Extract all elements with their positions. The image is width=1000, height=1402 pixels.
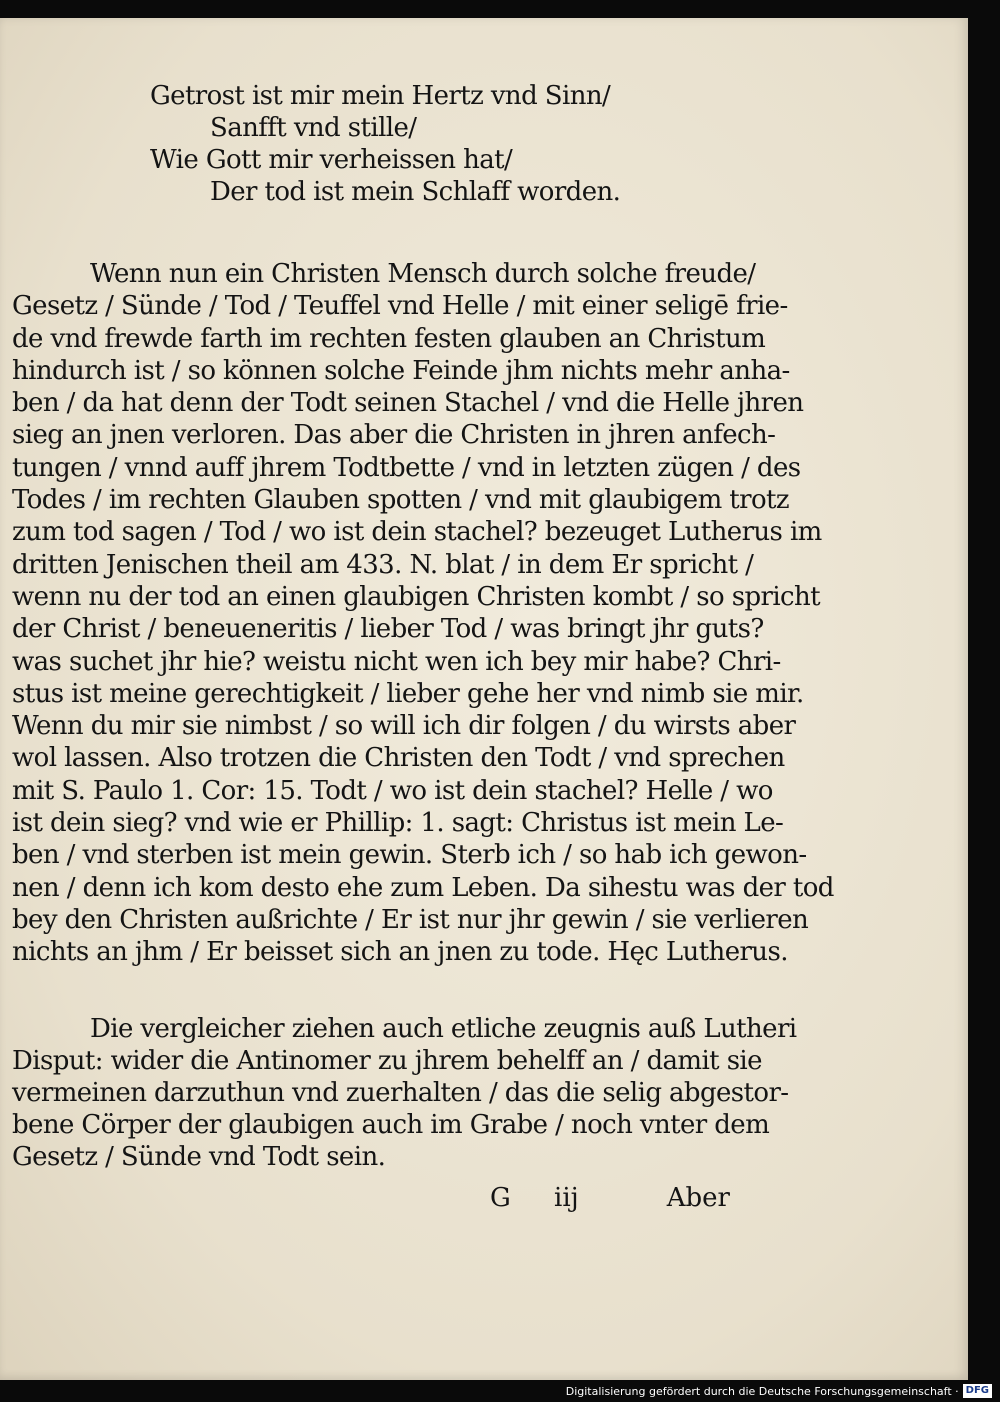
poem-line: Sanfft vnd stille/ xyxy=(210,113,417,143)
text-line: ben / da hat denn der Todt seinen Stachel / vnd die Helle jhren xyxy=(12,388,804,419)
text-line: Wenn nun ein Christen Mensch durch solche freude/ xyxy=(90,259,756,289)
text-line: tungen / vnnd auff jhrem Todtbette / vnd in letzten zügen / des xyxy=(12,452,801,483)
text-line: Gesetz / Sünde vnd Todt sein. xyxy=(12,1142,386,1172)
text-line: nen / denn ich kom desto ehe zum Leben. Da sihestu was der tod xyxy=(12,872,834,903)
text-line: sieg an jnen verloren. Das aber die Christen in jhren anfech- xyxy=(12,420,776,451)
poem-line: Getrost ist mir mein Hertz vnd Sinn/ xyxy=(150,81,611,111)
text-line: bene Cörper der glaubigen auch im Grabe / noch vnter dem xyxy=(12,1110,770,1140)
text-line: stus ist meine gerechtigkeit / lieber gehe her vnd nimb sie mir. xyxy=(12,678,804,709)
digitization-credit xyxy=(566,1382,992,1400)
text-line: zum tod sagen / Tod / wo ist dein stachel? bezeuget Lutherus im xyxy=(12,517,822,548)
text-line: ben / vnd sterben ist mein gewin. Sterb ich / so hab ich gewon- xyxy=(12,840,807,871)
paragraph-luther-quote xyxy=(12,258,834,969)
catchword: Aber xyxy=(666,1183,730,1213)
text-line: Wenn du mir sie nimbst / so will ich dir folgen / du wirsts aber xyxy=(12,711,796,742)
text-line: wenn nu der tod an einen glaubigen Christen kombt / so spricht xyxy=(12,581,821,612)
text-line: ist dein sieg? vnd wie er Phillip: 1. sagt: Christus ist mein Le- xyxy=(12,808,784,839)
text-line: bey den Christen außrichte / Er ist nur jhr gewin / sie verlieren xyxy=(12,904,809,935)
signature-number: iij xyxy=(554,1183,579,1213)
text-line: der Christ / beneueneritis / lieber Tod / was bringt jhr guts? xyxy=(12,614,764,645)
text-line: was suchet jhr hie? weistu nicht wen ich bey mir habe? Chri- xyxy=(12,646,781,677)
text-line: Die vergleicher ziehen auch etliche zeugnis auß Lutheri xyxy=(90,1014,797,1044)
text-line: wol lassen. Also trotzen die Christen den Todt / vnd sprechen xyxy=(12,743,785,774)
text-line: de vnd frewde farth im rechten festen glauben an Christum xyxy=(12,323,766,354)
page-footer xyxy=(490,1183,730,1217)
text-line: hindurch ist / so können solche Feinde jhm nichts mehr anha- xyxy=(12,355,790,386)
signature-mark: G xyxy=(490,1183,511,1213)
paragraph-vergleicher xyxy=(12,1013,797,1173)
text-line: vermeinen darzuthun vnd zuerhalten / das die selig abgestor- xyxy=(12,1078,789,1108)
poem-line: Der tod ist mein Schlaff worden. xyxy=(210,177,621,207)
text-line: Gesetz / Sünde / Tod / Teuffel vnd Helle / mit einer seligē frie- xyxy=(12,291,788,322)
dfg-logo: DFG xyxy=(963,1384,992,1398)
text-line: dritten Jenischen theil am 433. N. blat / in dem Er spricht / xyxy=(12,549,754,580)
text-line: mit S. Paulo 1. Cor: 15. Todt / wo ist dein stachel? Helle / wo xyxy=(12,775,773,806)
text-line: Todes / im rechten Glauben spotten / vnd mit glaubigem trotz xyxy=(12,485,789,516)
credit-text: Digitalisierung gefördert durch die Deutsche Forschungsgemeinschaft · xyxy=(565,1384,959,1398)
text-line: Disput: wider die Antinomer zu jhrem behelff an / damit sie xyxy=(12,1046,762,1076)
poem-line: Wie Gott mir verheissen hat/ xyxy=(150,145,513,175)
poem-stanza xyxy=(150,80,620,208)
book-page xyxy=(0,18,968,1380)
text-line: nichts an jhm / Er beisset sich an jnen zu tode. Hęc Lutherus. xyxy=(12,937,788,968)
